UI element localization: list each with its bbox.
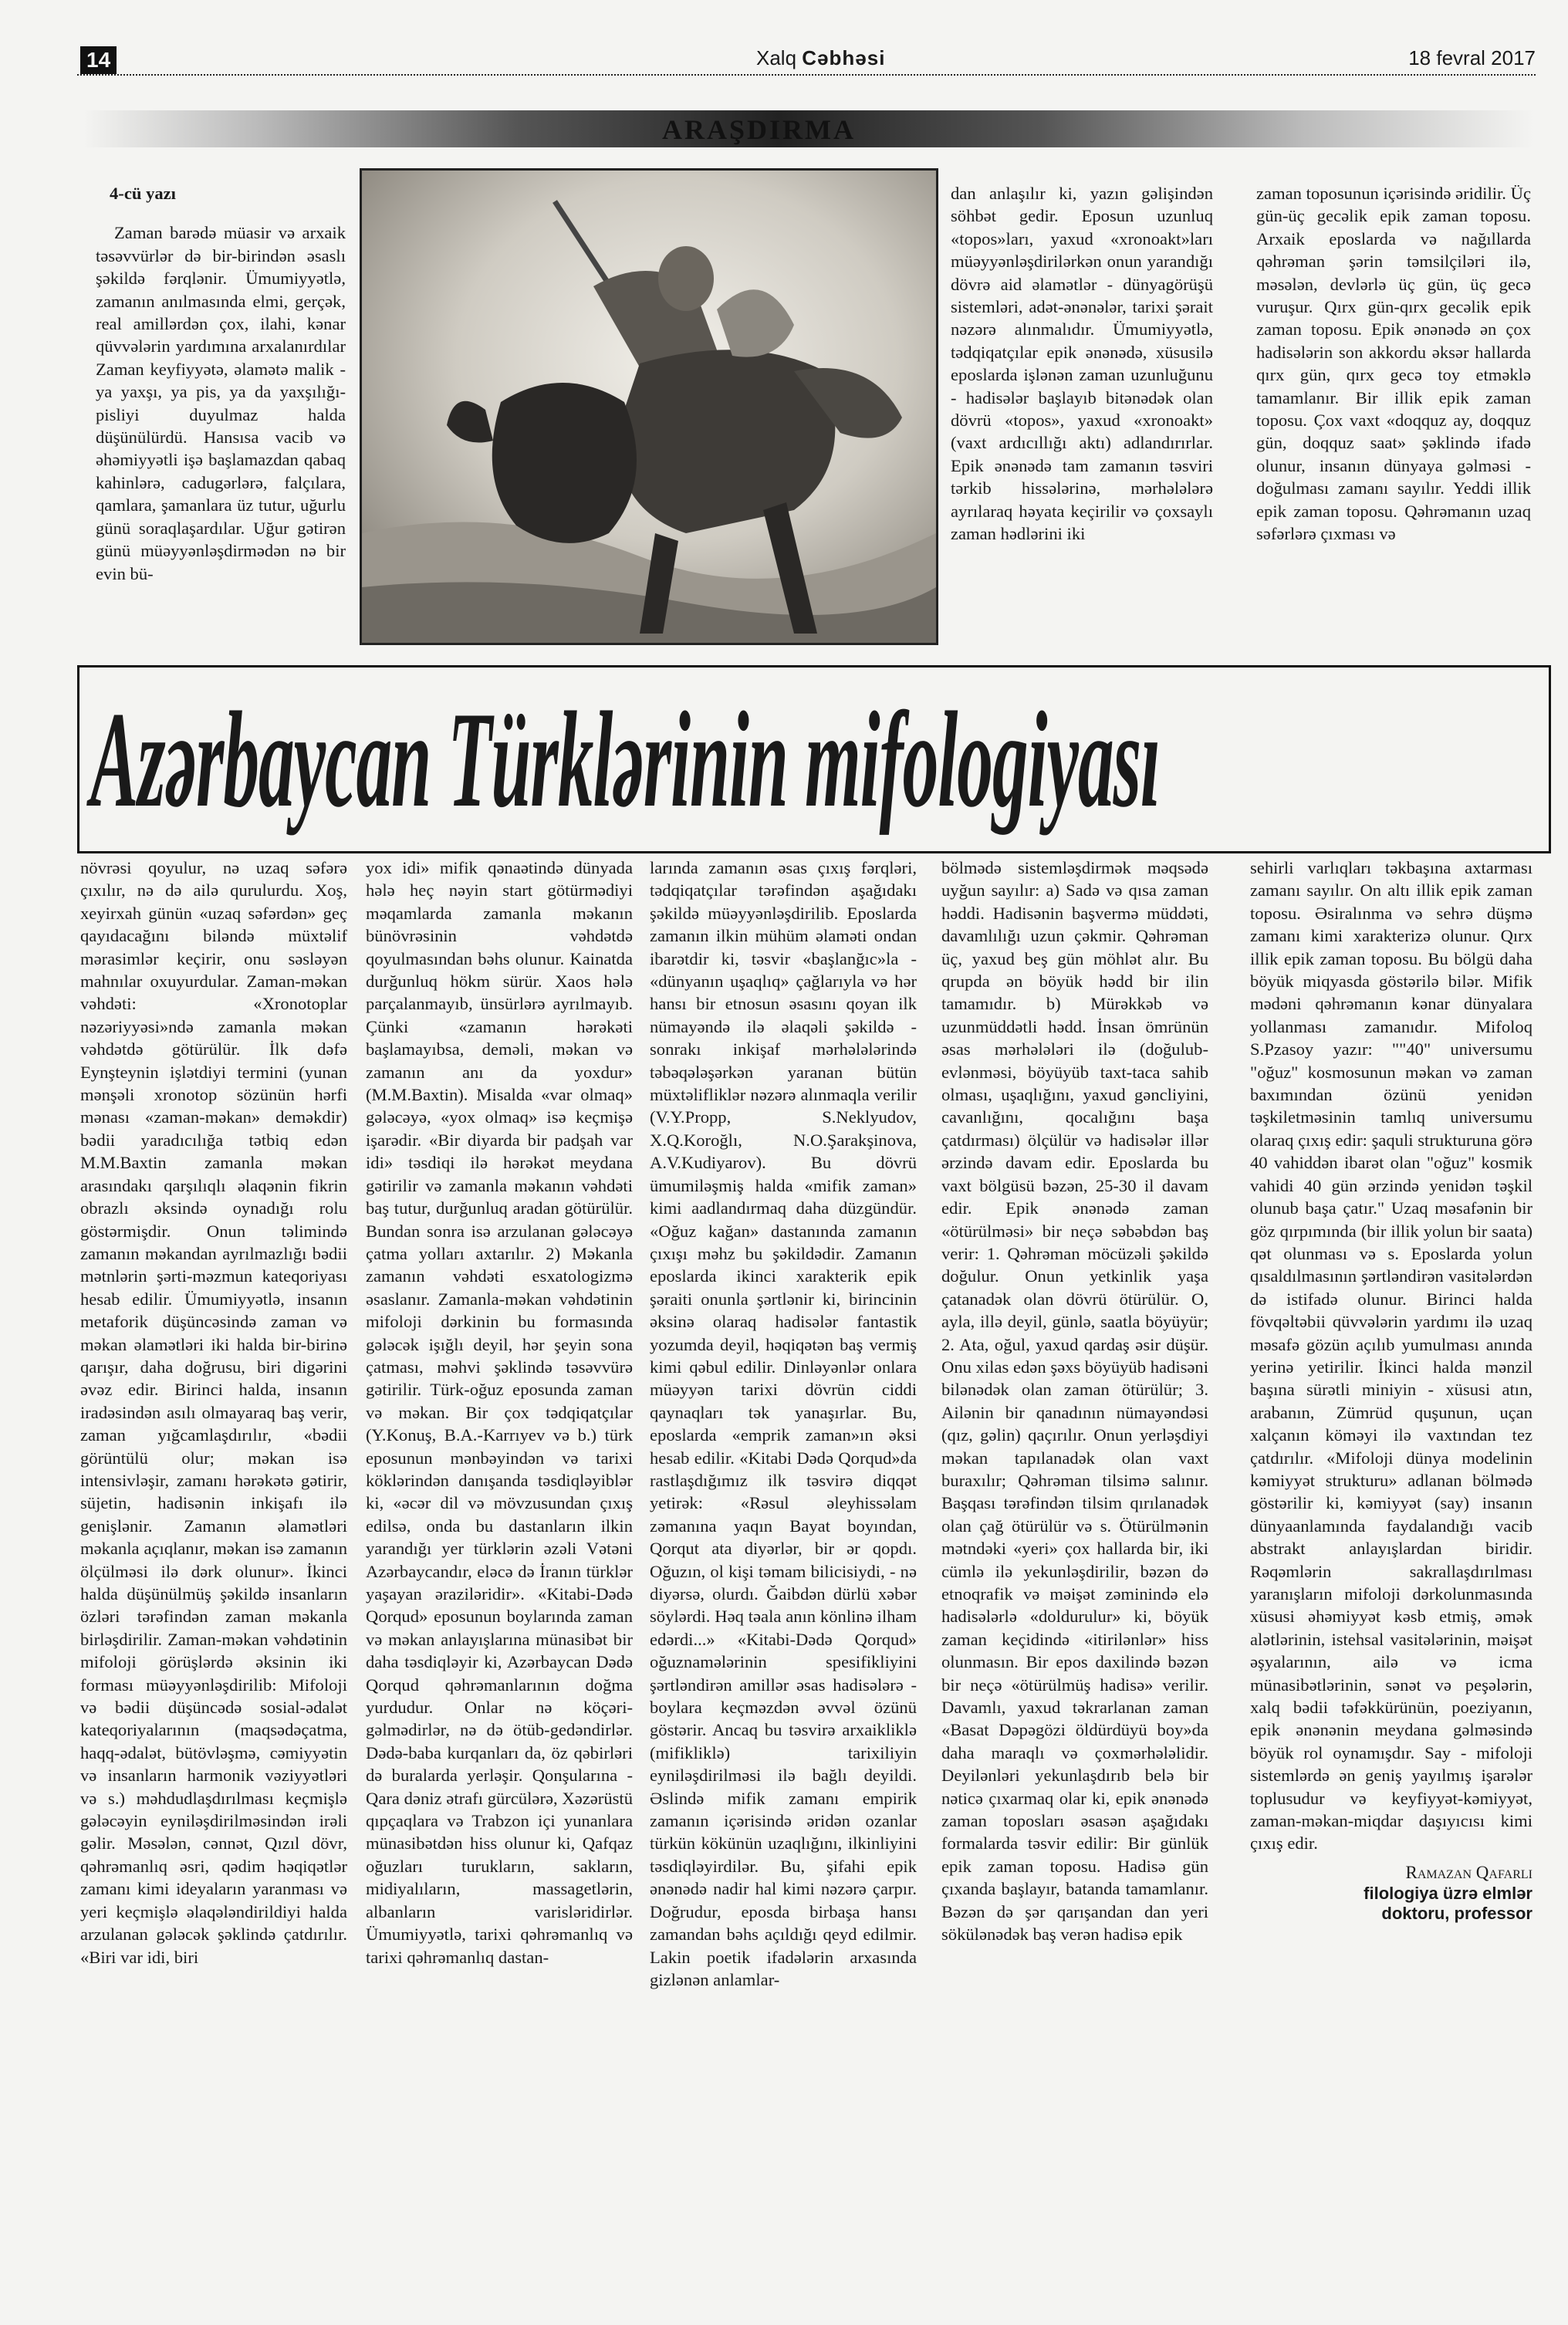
author-name: Ramazan Qafarlı bbox=[1405, 1862, 1533, 1882]
bottom-col-3-text: larında zamanın əsas çıxış fərqləri, tədqiqatçılar tərəfindən aşağıdakı şəkildə müəyyənləşdirilib. Eposlarda zamanın ilkin mühüm əlaməti ondan ibarətdir ki, təsvir «başlanğıc»la - «dünyanın uşaqlıq» çağlarıyla və hər hansı bir etnosun əsasını qoyan ilk nümayəndə ilə əlaqəli şəkildə - sonrakı inkişaf mərhələlərində təbəqələşərkən yaranan bütün müxtəlifliklər nəzərə alınmaqla verilir (V.Y.Propp, S.Neklyudov, X.Q.Koroğlı, N.O.Şarakşinova, A.V.Kudiyarov). Bu dövrü ümumiləşmiş halda «mifik zaman» kimi aadlandırmaq daha düzgündür. «Oğuz kağan» dastanında zamanın çıxışı məhz bu şəkildədir. Zamanın eposlarda ikinci xarakterik epik şəraiti onunla şərtlənir ki, birincinin əksinə olaraq hadisələr fantastik yozumda deyil, həqiqətən baş vermiş kimi qəbul edilir. Dinləyənlər onlara müəyyən tarixi dövrün ciddi qaynaqları tək yanaşırlar. Bu, eposlarda «emprik zaman»ın əksi hesab edilir. «Kitabi Dədə Qorqud»da rastlaşdığımız ilk təsvirə diqqət yetirək: «Rəsul əleyhissəlam zəmanına yaqın Bayat boyından, Qorqut ata diyərlər, bir ər qopdı. Oğuzın, ol kişi təmam bilicisiydi, - nə diyərsə, olurdı. Ğaibdən dürlü xəbər söylərdi. Həq təala anın könlinə ilham edərdi...» «Kitabi-Dədə Qorqud» oğuznamələrinin spesifikliyini şərtləndirən amillər əsas hadisələrə - boylara keçməzdən əvvəl özünü göstərir. Ancaq bu təsvirə arxaikliklə (mifikliklə) tarixiliyin eyniləşdirilməsi ilə bağlı deyildi. Əslində mifik zamanı empirik zamanın içərisində əridən ozanlar türkün kökünün uzaqlığını, ilkinliyini təsdiqləyirdilər. Bu, şifahi epik ənənədə nadir hal kimi nəzərə çarpır. Doğrudur, eposda birbaşa hansı zamandan bəhs açıldığı qeyd edilmir. Lakin poetik ifadələrin arxasında gizlənən anlamlar- bbox=[650, 858, 917, 1989]
top-mid-text: dan anlaşılır ki, yazın gəlişindən söhbət gedir. Eposun uzunluq «topos»ları, yaxud «xronoakt»ları müəyyənləşdirilərkən onun yarandığı dövrə aid əlamətlər - dünyagörüşü sistemləri, adət-ənənələr, tarixi şərait nəzərə alınmalıdır. Ümumiyyətlə, tədqiqatçılar epik ənənədə, xüsusilə eposlarda işlənən zaman uzunluğunu - hadisələr başlayıb bitənədək olan dövrü «topos», yaxud «xronoakt» (vaxt ardıcıllığı aktı) adlandırırlar. Epik ənənədə tam zamanın təsviri tərkib hissələrinə, mərhələlərə ayrılaraq həyata keçirilir və çoxsaylı zaman hədlərini iki bbox=[951, 184, 1213, 544]
bottom-column-2 bbox=[366, 857, 633, 1968]
top-left-text: Zaman barədə müasir və arxaik təsəvvürlər də bir-birindən əsaslı şəkildə fərqlənir. Ümumiyyətlə, zamanın anılmasında elmi, gerçək, real amillərdən çox, ilahi, kənar qüvvələrin yardımına arxalanırdılar Zaman keyfiyyətə, əlamətə malik - ya yaxşı, ya pis, ya da yaxşılığı-pisliyi duyulmaz halda düşünülürdü. Hansısa vacib və əhəmiyyətli işə başlamazdan qabaq kahinlərə, cadugərlərə, falçılara, qamlara, şamanlara üz tutur, uğurlu günü soraqlaşardılar. Uğur gətirən günü müəyyənləşdirmədən nə bir evin bü- bbox=[96, 223, 346, 583]
masthead bbox=[77, 43, 1536, 76]
author-signature bbox=[1250, 1861, 1533, 1924]
bottom-column-5 bbox=[1250, 857, 1533, 1924]
illustration-photo bbox=[360, 168, 938, 645]
bottom-col-2-text: yox idi» mifik qənaətində dünyada hələ heç nəyin start götürmədiyi məqamlarda zamanla məkanın bünövrəsinin vəhdətdə qoyulmasından bəhs olunur. Kainatda durğunluq hökm sürür. Xaos hələ parçalanmayıb, ünsürlərə ayrılmayıb. Çünki «zamanın hərəkəti başlamayıbsa, deməli, məkan və zamanın anı da yoxdur» (M.M.Baxtin). Misalda «var olmaq» gələcəyə, «yox olmaq» isə keçmişə işarədir. «Bir diyarda bir padşah var idi» təsdiqi ilə hərəkət meydana gətirilir və zamanla məkanın vəhdəti baş tutur, durğunluq aradan götürülür. Bundan sonra isə arzulanan gələcəyə çatma yolları axtarılır. 2) Məkanla zamanın vəhdəti esxatologizmə əsaslanır. Zamanla-məkan vəhdətinin mifoloji dərkinin bu formasında gələcək işığlı deyil, hər şeyin sona çatması, məhvi şəklində təsəvvürə gətirilir. Türk-oğuz eposunda zaman və məkan. Bir çox tədqiqatçılar (Y.Konuş, B.A.-Karrıyev və b.) türk eposunun mənbəyindən və tarixi köklərindən danışanda təsdiqləyiblər ki, «əcər dil və mövzusundan çıxış edilsə, onda bu dastanların ilkin yarandığı yer türklərin əzəli Vətəni Azərbaycandır, eləcə də İranın türklər yaşayan əraziləridir». «Kitabi-Dədə Qorqud» eposunun boylarında zaman və məkan anlayışlarına münasibət bir daha təsdiqləyir ki, Azərbaycan Dədə Qorqud qəhrəmanlarının doğma yurdudur. Onlar nə köçəri-gəlmədirlər, nə də ötüb-gedəndirlər. Dədə-baba kurqanları da, öz qəbirləri də buralarda yerləşir. Qonşularına - Qara dəniz ətrafı gürcülərə, Xəzərüstü qıpçaqlara və Trabzon içi yunanlara münasibətdən hiss olunur ki, Qafqaz oğuzları turukların, sakların, midiyalıların, massagetlərin, albanların varisləridirlər. Ümumiyyətlə, tarixi qəhrəmanlıq və tarixi qəhrəmanlıq dastan- bbox=[366, 858, 633, 1967]
part-label: 4-cü yazı bbox=[110, 184, 176, 203]
bottom-col-4-text: bölmədə sistemləşdirmək məqsədə uyğun sayılır: a) Sadə və qısa zaman həddi. Hadisənin başvermə müddəti, davamlılığı uzun çəkmir. Qəhrəman üç, yaxud beş gün möhlət alır. Bu qrupda ən böyük hədd bir ilin tamamıdır. b) Mürəkkəb və uzunmüddətli hədd. İnsan ömrünün əsas mərhələləri ilə (doğulub-evlənməsi, böyüyüb taxt-taca sahib olması, uşaqlığını, yaxud gəncliyini, cavanlığını, qocalığını başa çatdırması) ölçülür və hadisələr illər ərzində davam edir. Eposlarda bu vaxt bölgüsü bəzən, 25-30 il davam edir. Epik ənənədə zaman «ötürülməsi» bir neçə səbəbdən baş verir: 1. Qəhrəman möcüzəli şəkildə doğulur. Onun yetkinlik yaşa çatanadək olan dövrü ötürülür. O, ayla, illə deyil, günlə, saatla böyüyür; 2. Ata, oğul, yaxud qardaş əsir düşür. Onu xilas edən şəxs böyüyüb hadisəni bilənədək olan zaman ötürülür; 3. Ailənin bir qanadının nümayəndəsi (qız, gəlin) qaçırılır. Onun yerləşdiyi məkan tapılanadək olan vaxt buraxılır; Qəhrəman tilsimə salınır. Başqası tərəfindən tilsim qırılanadək olan çağ ötürülür və s. Ötürülmənin mətndəki «yeri» çox hallarda bir, iki cümlə ilə yekunləşdirilir, bəzən də etnoqrafik və məişət zəminində elə hadisələrlə «doldurulur» ki, böyük zaman keçidində «itirilənlər» hiss olunmasın. Bir epos daxilində bəzən bir neçə «ötürülmüş hadisə» verilir. Davamlı, yaxud təkrarlanan zaman «Basat Dəpəgözi öldürdüyü boy»da daha maraqlı və çoxmərhələlidir. Deyilənləri yekunlaşdırıb belə bir nəticə çıxarmaq olar ki, epik ənənədə zaman toposları əsasən aşağıdakı formalarda təsvir edilir: Bir günlük epik zaman toposu. Hadisə gün çıxanda başlayır, batanda tamamlanır. Bəzən də şər qarışandan dan yeri sökülənədək baş verən hadisə epik bbox=[941, 858, 1208, 1945]
author-title-line-2: doktoru, professor bbox=[1381, 1904, 1533, 1924]
bottom-col-1-text: növrəsi qoyulur, nə uzaq səfərə çıxılır, nə də ailə qurulurdu. Xoş, xeyirxah günün «uzaq səfərdən» geç qayıdacağını biləndə müxtəlif mərasimlər keçirir, onu səsləyən mahnılar oxuyurdular. Zaman-məkan vəhdəti: «Xronotoplar nəzəriyyəsi»ndə zamanla məkan vəhdətdə götürülür. İlk dəfə Eynşteynin işlətdiyi termini (yunan mənşəli xronotop sözünün hərfi mənası «zaman-məkan» deməkdir) bədii yaradıcılığa tətbiq edən M.M.Baxtin zamanla məkan arasındakı qarşılıqlı əlaqənin fikrin obrazlı əksində oynadığı rolu göstərmişdir. Onun təlimində zamanın məkandan ayrılmazlığı bədii mətnlərin şərti-məzmun kateqoriyası hesab edilir. Ümumiyyətlə, insanın metaforik düşüncəsində zaman və məkan əlamətləri iki halda bir-birinə qarışır, daha doğrusu, biri digərini əvəz edir. Birinci halda, insanın iradəsindən asılı olmayaraq baş verir, zaman yığcamlaşdırılır, «bədii görüntülü olur; məkan isə intensivləşir, zamanı hərəkətə gətirir, süjetin, hadisənin inkişafı ilə genişlənir. Zamanın əlamətləri məkanla açıqlanır, məkan isə zamanın ölçülməsi ilə dərk olunur». İkinci halda düşünülmüş şəkildə insanların özləri tərəfindən zaman məkanla birləşdirilir. Zaman-məkan vəhdətinin mifoloji görüşlərdə əksinin iki forması müəyyənləşdirilib: Mifoloji və bədii düşüncədə sosial-ədalət kateqoriyalarının (maqsədəçatma, haqq-ədalət, bütövləşmə, cəmiyyətin və insanların harmonik vəziyyətləri və s.) məhdudlaşdırılması keçmişlə gələcəyin eyniləşdirilməsindən irəli gəlir. Məsələn, cənnət, Qızıl dövr, qəhrəmanlıq əsri, qədim həqiqətlər zamanı kimi ideyaların yaranması və yeri keçmişlə əlaqələndirildiyi halda arzulanan gələcək şəklində çatdırılır. «Biri var idi, biri bbox=[80, 858, 347, 1967]
top-column-right bbox=[1256, 182, 1531, 546]
section-rubric bbox=[83, 110, 1534, 147]
horseman-warrior-icon bbox=[362, 171, 936, 643]
bottom-column-3 bbox=[650, 857, 917, 1991]
paper-title: Cəbhəsi bbox=[802, 46, 886, 69]
issue-date: 18 fevral 2017 bbox=[1408, 46, 1536, 69]
headline-title: Azərbaycan Türklərinin mifologiyası bbox=[90, 683, 1160, 836]
top-column-mid bbox=[951, 182, 1213, 546]
rubric-label: ARAŞDIRMA bbox=[662, 114, 856, 145]
headline-box bbox=[77, 665, 1551, 853]
bottom-column-4 bbox=[941, 857, 1208, 1946]
bottom-column-1 bbox=[80, 857, 347, 1968]
paper-prefix: Xalq bbox=[756, 46, 797, 69]
bottom-col-5-text: sehirli varlıqları təkbaşına axtarması zamanı sayılır. On altı illik epik zaman toposu. Əsiralınma və sehrə düşmə zamanı kimi xarakterizə olunur. Qırx illik epik zaman toposu. Bu bölgü daha böyük miqyasda göstərilə bilər. Mifik mədəni qəhrəmanın kənar dünyalara yollanması zamanıdır. Mifoloq S.Pzasoy yazır: ""40" universumu "oğuz" kosmosunun məkan və zaman baxımından özünü yenidən təşkiletməsinin tamlıq universumu olaraq çıxış edir: şaquli strukturuna görə 40 vahiddən ibarət olan "oğuz" kosmik vahidi 40 gün ərzində yenidən təşkil olunub başa çatır." Uzaq məsafənin bir göz qırpımında (bir illik yolun bir saata) qət olunması və s. Eposlarda yolun qısaldılmasının şərtləndirən vasitələrdən də istifadə olunur. Birinci halda fövqəltəbii qüvvələrin yardımı ilə uzaq məsafə gözün açılıb yumulması anında yerinə yetirilir. İkinci halda mənzil başına sürətli miniyin - xüsusi atın, arabanın, Zümrüd quşunun, uçan xalçanın köməyi ilə vaxtından tez çatdırılır. «Mifoloji dünya modelinin kəmiyyət strukturu» adlanan bölmədə göstərilir ki, kəmiyyət (say) insanın dünyaanlamında faydalandığı vacib abstrakt anlayışlardan biridir. Rəqəmlərin sakrallaşdırılması yaranışların mifoloji dərkolunmasında xüsusi əhəmiyyət kəsb etmiş, əmək alətlərinin, istehsal vasitələrinin, məişət əşyalarının, ailə və icma münasibətlərinin, sənət və peşələrin, xalq bədii təfəkkürünün, poeziyanın, epik ənənənin meydana gəlməsində böyük rol oynamışdır. Say - mifoloji sistemlərdə ən geniş yayılmış işarələr toplusudur və keyfiyyət-kəmiyyət, zaman-məkan-miqdar daşıyıcısı kimi çıxış edir. bbox=[1250, 858, 1533, 1854]
top-column-left bbox=[96, 182, 346, 585]
newspaper-name bbox=[756, 46, 885, 70]
author-title-line-1: filologiya üzrə elmlər bbox=[1364, 1884, 1533, 1904]
top-right-text: zaman toposunun içərisində əridilir. Üç gün-üç gecəlik epik zaman toposu. Arxaik eposlarda və nağıllarda qəhrəman şərin təmsilçiləri ilə, məsələn, devlərlə üç gün, üç gecə vuruşur. Qırx gün-qırx gecəlik epik zaman toposu. Epik ənənədə ən çox hadisələrin son akkordu əksər hallarda qırx gün, qırx gecə toy etməklə tamamlanır. Bir illik epik zaman toposu. Çox vaxt «doqquz ay, doqquz gün, doqquz saat» şəklində ifadə olunur, insanın dünyaya gəlməsi - doğulması zamanı sayılır. Yeddi illik epik zaman toposu. Qəhrəmanın uzaq səfərlərə çıxması və bbox=[1256, 184, 1531, 544]
page-number: 14 bbox=[80, 46, 117, 74]
